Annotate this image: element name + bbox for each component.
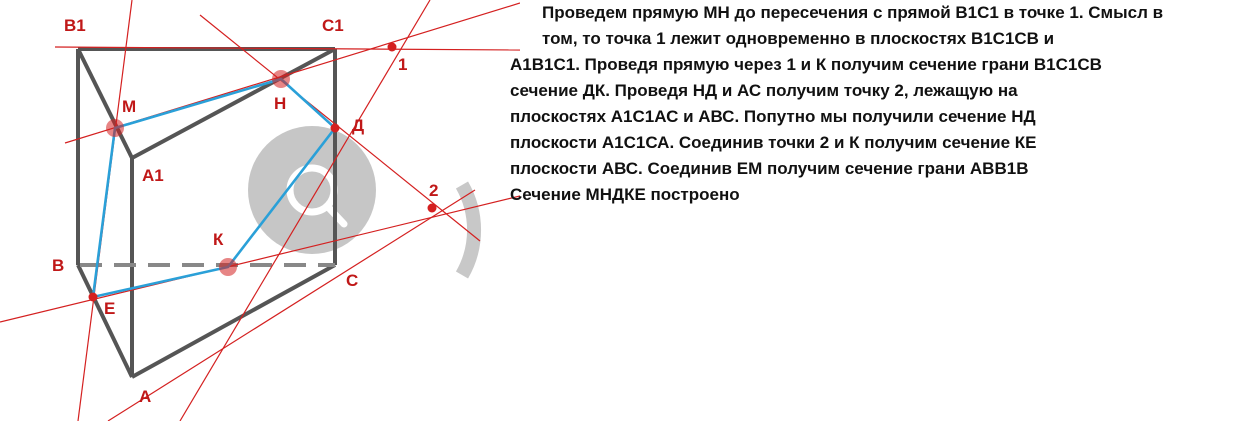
prism-section-diagram [0, 0, 520, 421]
solution-line: Сечение МНДКЕ построено [510, 185, 740, 204]
point-n [272, 70, 290, 88]
solution-line: Проведем прямую МН до пересечения с прямой B1C1 в точке 1. Смысл в [542, 3, 1164, 22]
point-m [106, 119, 124, 137]
label-e: E [104, 299, 116, 318]
solution-line: плоскости А1С1СА. Соединив точки 2 и К получим сечение КЕ [510, 133, 1037, 152]
label-b: B [52, 256, 65, 275]
label-1: 1 [398, 55, 408, 74]
solution-line: том, то точка 1 лежит одновременно в плоскостях B1C1CB и [542, 29, 1055, 48]
magnifier-watermark-icon [248, 126, 474, 275]
label-c: C [346, 271, 359, 290]
label-d: Д [352, 116, 365, 135]
solution-line: A1B1C1. Проведя прямую через 1 и К получим сечение грани B1C1CB [510, 55, 1102, 74]
label-a1: A1 [142, 166, 164, 185]
label-c1: C1 [322, 16, 344, 35]
label-b1: B1 [64, 16, 86, 35]
label-k: К [213, 230, 224, 249]
solution-text [510, 0, 1235, 208]
point-k [219, 258, 237, 276]
label-2: 2 [429, 181, 439, 200]
point-2 [428, 204, 437, 213]
label-m: M [122, 97, 137, 116]
solution-line: плоскостях А1С1АС и АВС. Попутно мы получили сечение НД [510, 107, 1036, 126]
point-e [89, 293, 98, 302]
label-n: H [274, 94, 287, 113]
solution-line: плоскости АВС. Соединив ЕМ получим сечение грани ABB1B [510, 159, 1029, 178]
point-1 [388, 43, 397, 52]
point-d [331, 124, 340, 133]
label-a: A [139, 387, 152, 406]
solution-line: сечение ДК. Проведя НД и АС получим точку 2, лежащую на [510, 81, 1018, 100]
